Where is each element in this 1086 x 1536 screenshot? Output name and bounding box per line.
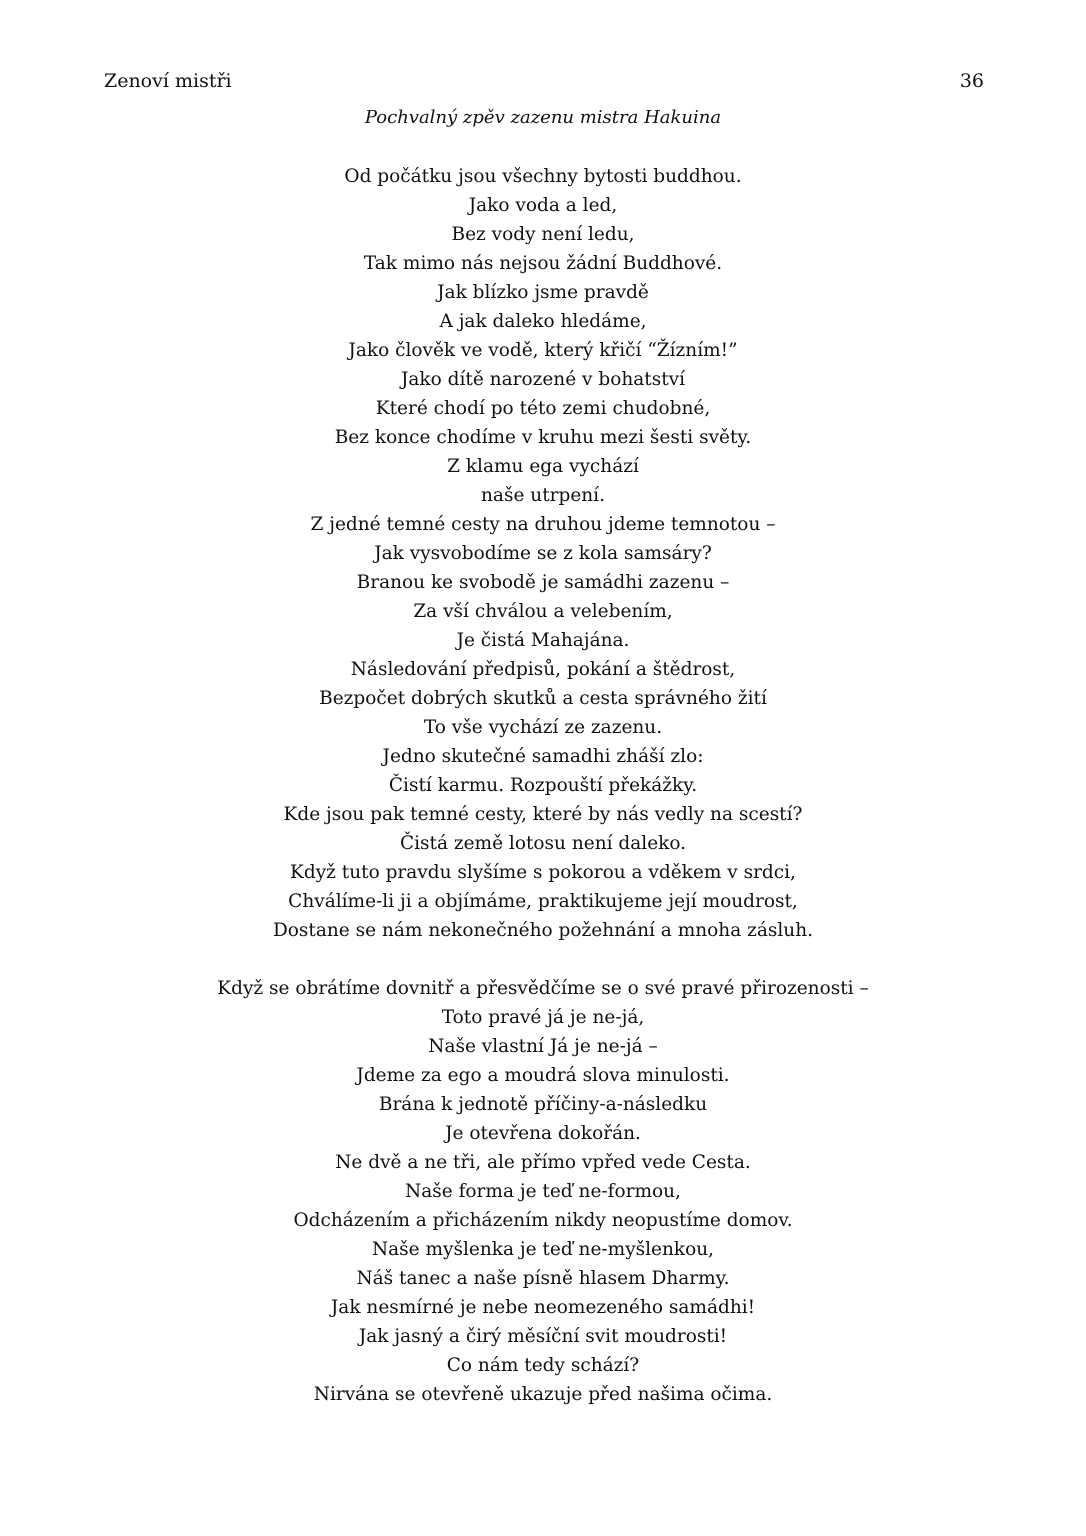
verse-line: Jak jasný a čirý měsíční svit moudrosti!: [358, 1326, 728, 1347]
verse-line: Naše myšlenka je teď ne-myšlenkou,: [371, 1239, 715, 1260]
verse-line: Naše vlastní Já je ne-já –: [428, 1036, 658, 1057]
verse-line: Za vší chválou a velebením,: [413, 601, 673, 622]
verse-line: Branou ke svobodě je samádhi zazenu –: [356, 572, 730, 593]
verse-line: Náš tanec a naše písně hlasem Dharmy.: [356, 1268, 730, 1289]
verse-line: Jak vysvobodíme se z kola samsáry?: [374, 543, 712, 564]
verse-line: Ne dvě a ne tři, ale přímo vpřed vede Cesta.: [335, 1152, 751, 1173]
verse-line: Když se obrátíme dovnitř a přesvědčíme se o své pravé přirozenosti –: [217, 978, 869, 999]
verse-line: Je čistá Mahajána.: [456, 630, 630, 651]
verse-line: Jak nesmírné je nebe neomezeného samádhi!: [330, 1297, 756, 1318]
poem-body: [0, 162, 1086, 1409]
verse-line: Brána k jednotě příčiny-a-následku: [378, 1094, 708, 1115]
verse-line: Bez vody není ledu,: [451, 224, 635, 245]
verse-line: Bezpočet dobrých skutků a cesta správného žití: [319, 688, 767, 709]
verse-line: Čistí karmu. Rozpouští překážky.: [388, 775, 698, 796]
verse-line: Následování předpisů, pokání a štědrost,: [350, 659, 736, 680]
verse-line: Od počátku jsou všechny bytosti buddhou.: [344, 166, 742, 187]
verse-line: Jedno skutečné samadhi zháší zlo:: [382, 746, 704, 767]
verse-line: Je otevřena dokořán.: [445, 1123, 641, 1144]
verse-line: Bez konce chodíme v kruhu mezi šesti světy.: [334, 427, 752, 448]
verse-line: Kde jsou pak temné cesty, které by nás vedly na scestí?: [283, 804, 803, 825]
verse-line: Naše forma je teď ne-formou,: [405, 1181, 681, 1202]
verse-line: A jak daleko hledáme,: [439, 311, 647, 332]
verse-line: Jako dítě narozené v bohatství: [400, 369, 686, 390]
verse-line: Jdeme za ego a moudrá slova minulosti.: [356, 1065, 730, 1086]
verse-line: Dostane se nám nekonečného požehnání a mnoha zásluh.: [272, 920, 814, 941]
running-head: Zenoví mistři: [104, 70, 232, 92]
page-header: [104, 68, 984, 94]
verse-line: To vše vychází ze zazenu.: [423, 717, 663, 738]
verse-line: Jako voda a led,: [468, 195, 618, 216]
verse-line: Z jedné temné cesty na druhou jdeme temnotou –: [310, 514, 776, 535]
verse-line: Co nám tedy schází?: [446, 1355, 640, 1376]
verse-line: Tak mimo nás nejsou žádní Buddhové.: [363, 253, 723, 274]
page-number: 36: [959, 70, 984, 92]
verse-line: Z klamu ega vychází: [447, 456, 639, 477]
verse-line: Odcházením a přicházením nikdy neopustíme domov.: [293, 1210, 793, 1231]
poem-title: Pochvalný zpěv zazenu mistra Hakuina: [364, 107, 722, 128]
verse-line: Jako člověk ve vodě, který křičí “Žízním!”: [348, 340, 738, 361]
verse-line: Jak blízko jsme pravdě: [437, 282, 649, 303]
verse-line: Které chodí po této zemi chudobné,: [375, 398, 711, 419]
verse-line: Toto pravé já je ne-já,: [441, 1007, 645, 1028]
stanza-1: [0, 162, 1086, 945]
verse-line: Čistá země lotosu není daleko.: [399, 833, 687, 854]
verse-line: Chválíme-li ji a objímáme, praktikujeme její moudrost,: [288, 891, 798, 912]
verse-line: naše utrpení.: [481, 485, 605, 506]
verse-line: Když tuto pravdu slyšíme s pokorou a vděkem v srdci,: [290, 862, 796, 883]
stanza-2: [0, 974, 1086, 1409]
verse-line: Nirvána se otevřeně ukazuje před našima očima.: [313, 1384, 773, 1405]
